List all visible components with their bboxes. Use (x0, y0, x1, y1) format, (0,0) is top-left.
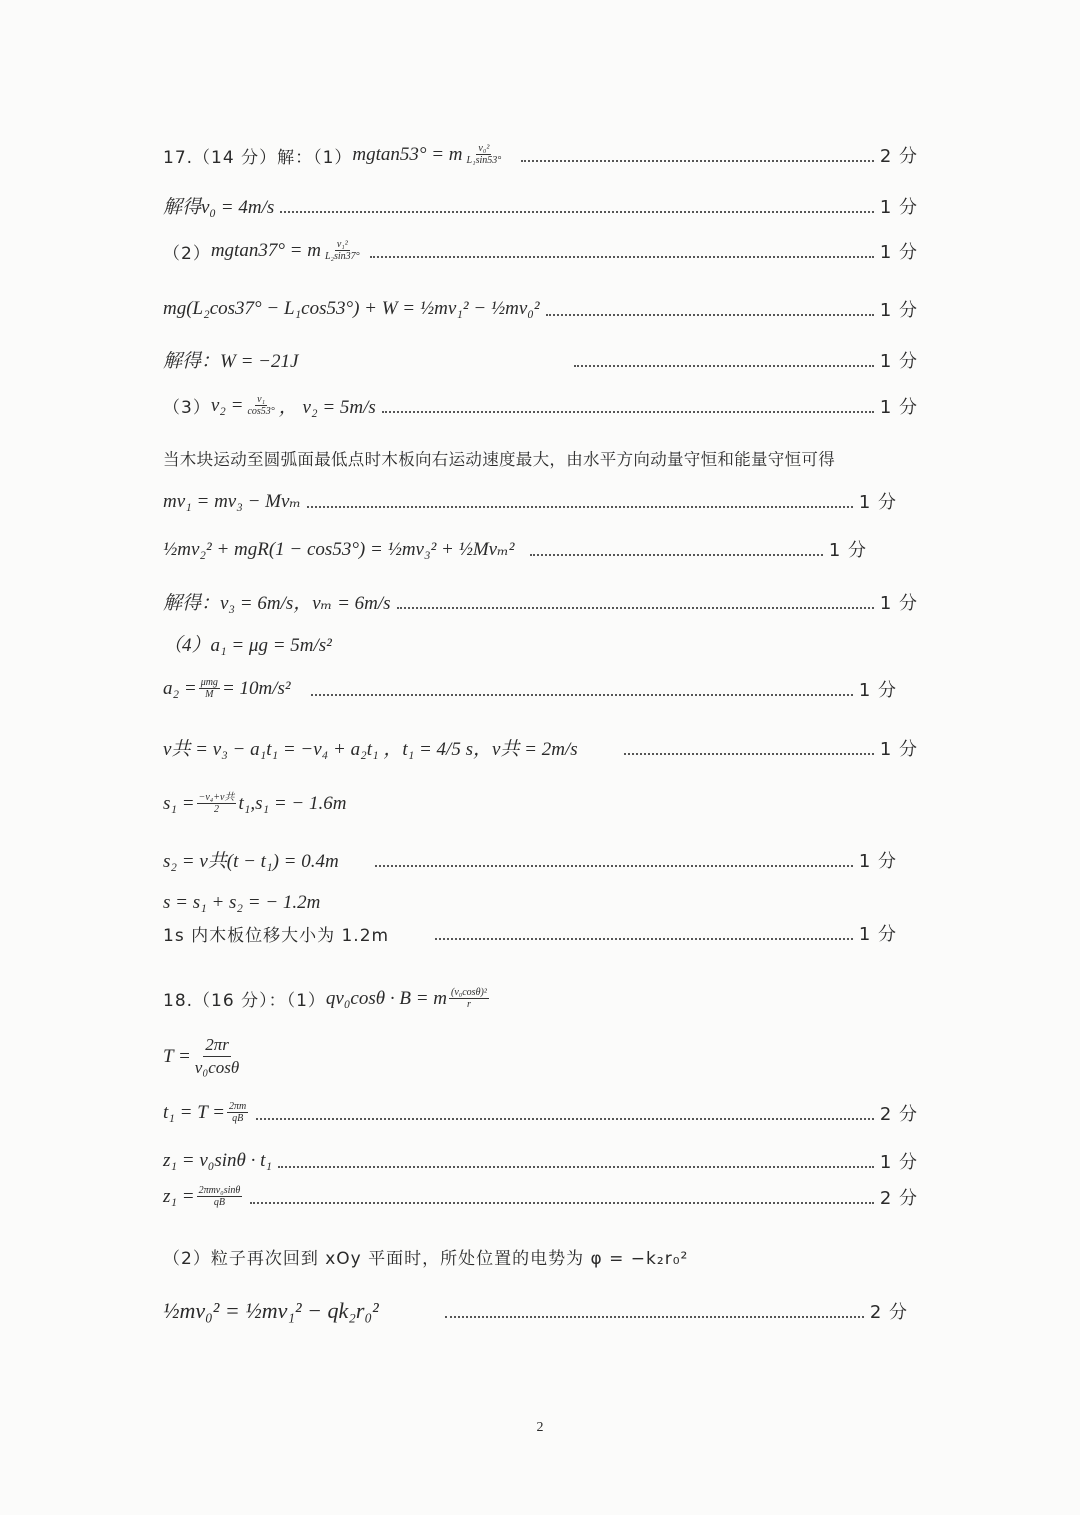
q18-l2-eq: T = (163, 1045, 191, 1067)
q17-header: 17.（14 分）解：（1） (163, 147, 353, 168)
leader-dots (382, 410, 874, 413)
q17-l16: s = s₁ + s₂ = − 1.2m (163, 892, 321, 913)
q17-line-14 (163, 792, 346, 816)
q18-line-1 (163, 986, 491, 1011)
q17-l3-eq: mgtan37° = m (210, 240, 321, 261)
q17-l6-tail: ， v₂ = 5m/s (278, 397, 376, 418)
q17-line-1 (163, 142, 918, 168)
q17-l14-eq: s₁ = (163, 793, 195, 814)
leader-dots (250, 1201, 874, 1204)
q18-l5-frac: $\frac{\text{2πmv₀sinθ}}{qB}$ (198, 1185, 241, 1208)
q17-line-9 (163, 536, 867, 562)
q18-l7: ½mv₀² = ½mv₁² − qk₂r₀² (163, 1298, 379, 1323)
leader-dots (435, 937, 853, 940)
q18-l6: （2）粒子再次回到 xOy 平面时，所处位置的电势为 φ = −k₂r₀² (163, 1249, 689, 1269)
score: 1 分 (858, 492, 897, 513)
leader-dots (256, 1117, 874, 1120)
q17-l5: 解得：W = −21J (163, 351, 299, 372)
score: 1 分 (879, 1152, 918, 1173)
leader-dots (530, 553, 822, 556)
q18-line-6 (163, 1244, 688, 1269)
q17-line-17 (163, 920, 897, 946)
score: 2 分 (879, 146, 918, 167)
q17-l9: ½mv₂² + mgR(1 − cos53°) = ½mv₃² + ½Mvₘ² (163, 538, 515, 560)
q17-l12-frac: $\frac{\text{μmg}}{M}$ (200, 677, 218, 700)
q17-l13: v共 = v₃ − a₁t₁ = −v₄ + a₂t₁ ，t₁ = 4/5 s，v共 = 2m/s (163, 739, 578, 760)
q17-line-6 (163, 392, 918, 419)
q17-line-4 (163, 296, 918, 322)
score: 1 分 (879, 396, 918, 418)
q17-line-8 (163, 488, 897, 514)
q17-line-7 (163, 446, 835, 470)
q17-l14-tail: t₁,s₁ = − 1.6m (238, 793, 347, 814)
score: 1 分 (858, 680, 897, 701)
score: 1 分 (858, 850, 897, 872)
score: 2 分 (869, 1302, 908, 1323)
leader-dots (445, 1315, 864, 1318)
q18-line-5 (163, 1184, 918, 1210)
q17-line-16 (163, 892, 320, 914)
score: 1 分 (858, 924, 897, 945)
score: 1 分 (879, 350, 918, 372)
leader-dots (280, 210, 874, 213)
q17-line-5 (163, 346, 918, 373)
q17-line-2 (163, 192, 918, 219)
score: 2 分 (879, 1188, 918, 1209)
q18-line-4 (163, 1148, 918, 1174)
leader-dots (311, 693, 853, 696)
q18-l1-frac: $\frac{\text{(v₀cosθ)²}}{r}$ (451, 986, 487, 1010)
score: 2 分 (879, 1104, 918, 1125)
leader-dots (278, 1165, 874, 1168)
q18-line-3 (163, 1100, 918, 1126)
leader-dots (375, 864, 853, 867)
q18-l4: z₁ = v₀sinθ · t₁ (163, 1150, 272, 1171)
q17-line-11 (163, 630, 332, 657)
q18-header: 18.（16 分）：（1） (163, 991, 326, 1011)
q17-l14-frac: $\frac{\text{−v₄+v共}}{2}$ (198, 792, 235, 815)
leader-dots (574, 364, 873, 367)
q17-l6-eq: v₂ = (210, 394, 244, 416)
q17-line-13 (163, 734, 918, 761)
leader-dots (624, 752, 874, 755)
q17-l17: 1s 内木板位移大小为 1.2m (163, 925, 390, 946)
q18-l3-eq: t₁ = T = (163, 1102, 226, 1123)
q17-l2: 解得v₀ = 4m/s (163, 197, 275, 218)
leader-dots (397, 606, 874, 609)
q17-line-10 (163, 588, 918, 615)
leader-dots (370, 255, 874, 258)
q17-l8: mv₁ = mv₃ − Mvₘ (163, 490, 302, 512)
q18-l3-frac: $\frac{2\pi m}{qB}$ (229, 1101, 247, 1124)
q18-line-2 (163, 1034, 243, 1079)
score: 1 分 (828, 540, 867, 561)
q17-line-3 (163, 238, 918, 264)
q17-line-15 (163, 846, 897, 873)
q17-l11: （4）a₁ = μg = 5m/s² (163, 635, 332, 656)
leader-dots (307, 505, 853, 508)
q17-l1-frac: $\frac{\text{v₀²}}{\text{L₁sin53°}}$ (466, 143, 502, 166)
q18-l5-eq: z₁ = (163, 1186, 195, 1207)
q17-l12-eq: a₂ = (163, 678, 197, 699)
q17-l7: 当木块运动至圆弧面最低点时木板向右运动速度最大，由水平方向动量守恒和能量守恒可得 (163, 450, 835, 469)
q17-l1-eq: mgtan53° = m (352, 144, 463, 165)
q17-l15: s₂ = v共(t − t₁) = 0.4m (163, 851, 339, 872)
q18-l1-eq: qv₀cosθ · B = m (325, 987, 447, 1009)
q17-l10: 解得：v₃ = 6m/s，vₘ = 6m/s (163, 593, 391, 614)
q17-l3-frac: $\frac{\text{v₁²}}{\text{L₂sin37°}}$ (324, 239, 360, 262)
page-number: 2 (536, 1420, 544, 1435)
part-label: （2） (163, 243, 211, 264)
q18-line-7 (163, 1298, 908, 1324)
score: 1 分 (879, 738, 918, 760)
q17-l4: mg(L₂cos37° − L₁cos53°) + W = ½mv₁² − ½mv₀² (163, 298, 540, 319)
score: 1 分 (879, 300, 918, 321)
q17-l12-tail: = 10m/s² (221, 678, 291, 699)
q18-l2-frac: $\frac{2\pi r}{\text{v₀cosθ}}$ (194, 1035, 240, 1077)
leader-dots (546, 313, 874, 316)
q17-line-12 (163, 676, 897, 702)
score: 1 分 (879, 592, 918, 614)
q17-l6-frac: $\frac{\text{v₁}}{\cos 53^\circ}$ (247, 393, 275, 417)
leader-dots (521, 159, 874, 162)
part-label: （3） (163, 398, 211, 418)
score: 1 分 (879, 242, 918, 263)
score: 1 分 (879, 196, 918, 218)
